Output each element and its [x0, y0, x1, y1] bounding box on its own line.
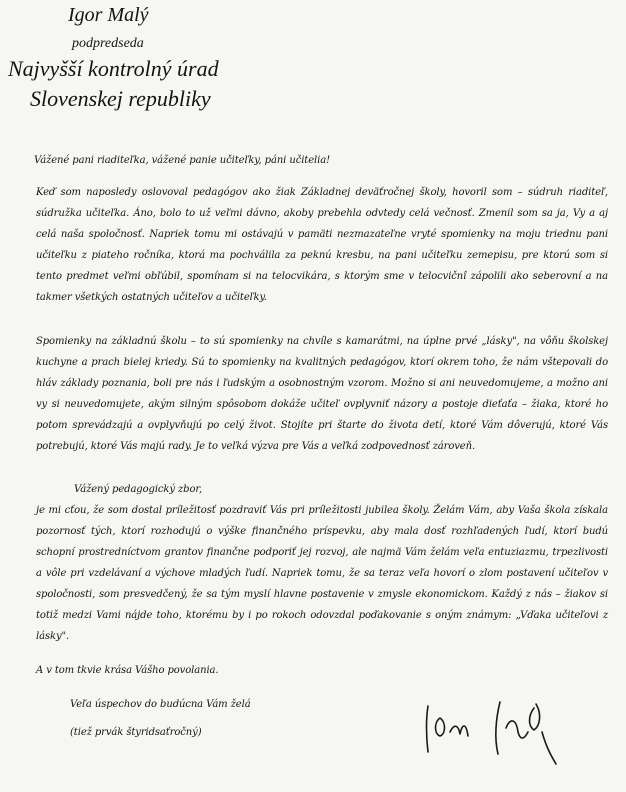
letter-closing: Veľa úspechov do budúcna Vám želá [70, 699, 251, 710]
letter-paragraph-4: A v tom tkvie krása Vášho povolania. [36, 665, 219, 676]
letterhead-organization-line1: Najvyšší kontrolný úrad [8, 56, 219, 81]
letter-paragraph-2: Spomienky na základnú školu – to sú spomienky na chvíle s kamarátmi, na úplne prvé „lásky", na vôňu školskej kuchyne a prach bielej kriedy. Sú to spomienky na kvalitných pedagógov, ktorí okrem toho, že nám vštepovali do hláv základy poznania, boli pre nás i ľudským a osobnostným vzorom. Možno si ani neuvedomujeme, a možno ani vy si neuvedomujete, akým silným spôsobom dokáže učiteľ ovplyvniť názory a postoje dieťaťa – žiaka, ktoré ho potom sprevádzajú a ovplyvňujú po celý život. Stojíte pri štarte do života detí, ktoré Vám dôverujú, ktoré Vás potrebujú, ktoré Vás majú rady. Je to veľká výzva pre Vás a veľká zodpovednosť zároveň. [36, 336, 608, 452]
letter-paragraph-3-heading: Vážený pedagogický zbor, [74, 484, 203, 495]
handwritten-signature [410, 688, 580, 768]
letter-signer-note: (tiež prvák štyridsaťročný) [70, 727, 202, 738]
letterhead [0, 0, 300, 130]
letterhead-organization-line2: Slovenskej republiky [30, 86, 211, 111]
letterhead-role: podpredseda [72, 36, 144, 51]
letter-salutation: Vážené pani riaditeľka, vážené panie učiteľky, páni učitelia! [34, 155, 331, 166]
letter-paragraph-1: Keď som naposledy oslovoval pedagógov ako žiak Základnej deväťročnej školy, hovoril som – súdruh riaditeľ, súdružka učiteľka. Áno, bolo to už veľmi dávno, akoby prebehla odvtedy celá večnosť. Zmenil som sa ja, Vy a aj celá naša spoločnosť. Napriek tomu mi ostávajú v pamäti nezmazateľne vryté spomienky na moju triednu pani učiteľku z piateho ročníka, ktorá ma pochválila za peknú kresbu, na pani učiteľku zemepisu, pre ktorú som si tento predmet veľmi obľúbil, spomínam si na telocvikára, s ktorým sme v telocvičnî zápolili ako seberovní a na takmer všetkých ostatných učiteľov a učiteľky. [36, 187, 608, 303]
letterhead-name: Igor Malý [68, 4, 149, 26]
letter-paragraph-3: je mi cťou, že som dostal príležitosť pozdraviť Vás pri príležitosti jubilea školy. Želám Vám, aby Vaša škola získala pozornosť tých, ktorí rozhodujú o výške finančného príspevku, aby mala dosť rozhľadených ľudí, ktorí budú schopní prostredníctvom grantov finančne podporiť jej rozvoj, ale najmä Vám želám veľa entuziazmu, trpezlivosti a vôle pri vzdelávaní a výchove mladých ľudí. Napriek tomu, že sa teraz veľa hovorí o zlom postavení učiteľov v spoločnosti, som presvedčený, že sa tým myslí hlavne postavenie v zmysle ekonomickom. Každý z nás – žiakov si totiž medzi Vami nájde toho, ktorému by i po rokoch odovzdal poďakovanie s oným známym: „Vďaka učiteľovi z lásky". [36, 505, 608, 642]
